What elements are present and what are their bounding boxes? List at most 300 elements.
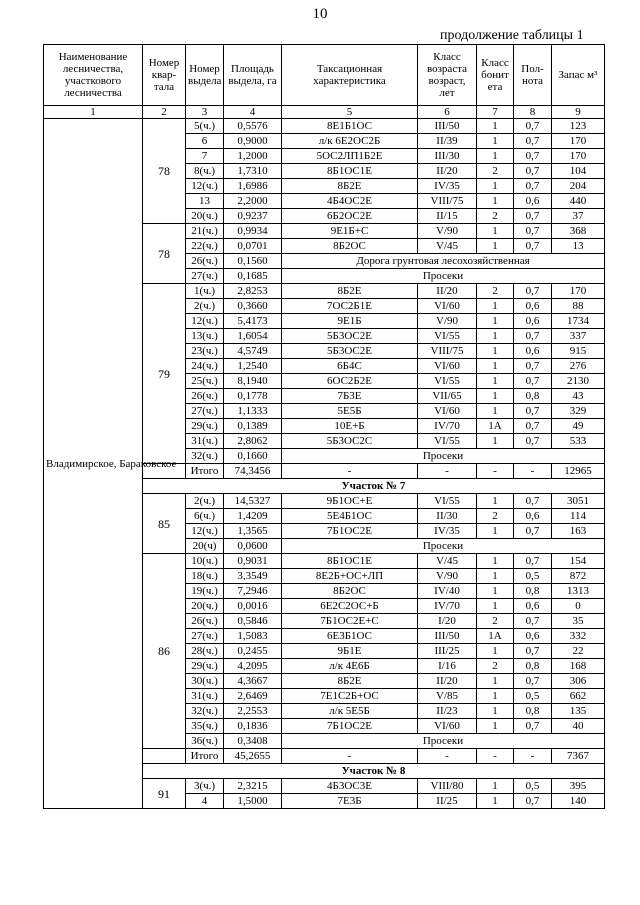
age-class-cell: V/45	[418, 554, 477, 569]
density-cell: 0,8	[514, 704, 552, 719]
taxation-cell: 5Б3ОС2С	[282, 434, 418, 449]
header-cell: Пол-нота	[514, 45, 552, 106]
area-cell: 0,2455	[224, 644, 282, 659]
age-class-cell: VII/65	[418, 389, 477, 404]
taxation-cell: 7Б3Е	[282, 389, 418, 404]
taxation-cell: 9Е1Б	[282, 314, 418, 329]
vydel-number: 27(ч.)	[186, 629, 224, 644]
header-cell: Таксационная характеристика	[282, 45, 418, 106]
column-number: 3	[186, 106, 224, 119]
stock-cell: 35	[552, 614, 605, 629]
forestry-name: Владимирское, Бараковское	[44, 119, 143, 809]
age-class-cell: VI/60	[418, 719, 477, 734]
vydel-number: 12(ч.)	[186, 314, 224, 329]
age-class-cell: III/50	[418, 629, 477, 644]
bonitet-cell: 1	[477, 194, 514, 209]
area-cell: 1,2000	[224, 149, 282, 164]
area-cell: 0,0701	[224, 239, 282, 254]
vydel-number: 6(ч.)	[186, 509, 224, 524]
vydel-number: 23(ч.)	[186, 344, 224, 359]
area-cell: 0,3408	[224, 734, 282, 749]
vydel-number: 18(ч.)	[186, 569, 224, 584]
column-number: 7	[477, 106, 514, 119]
density-cell: 0,5	[514, 689, 552, 704]
bonitet-cell: 1	[477, 674, 514, 689]
header-cell: Номер квар-тала	[143, 45, 186, 106]
vydel-number: 20(ч.)	[186, 599, 224, 614]
taxation-cell: 8Е1Б1ОС	[282, 119, 418, 134]
area-cell: 1,3565	[224, 524, 282, 539]
kvartal-number: 78	[143, 224, 186, 284]
stock-cell: 104	[552, 164, 605, 179]
category-label: Просеки	[282, 449, 605, 464]
vydel-number: 20(ч)	[186, 539, 224, 554]
vydel-number: 32(ч.)	[186, 449, 224, 464]
vydel-number: 29(ч.)	[186, 659, 224, 674]
area-cell: 2,6469	[224, 689, 282, 704]
category-label: Просеки	[282, 539, 605, 554]
age-class-cell: VI/55	[418, 434, 477, 449]
category-label: Просеки	[282, 734, 605, 749]
density-cell: 0,6	[514, 599, 552, 614]
section-title: Участок № 7	[143, 479, 605, 494]
vydel-number: 27(ч.)	[186, 269, 224, 284]
density-cell: 0,6	[514, 314, 552, 329]
taxation-cell: 4Б3ОС3Е	[282, 779, 418, 794]
bonitet-cell: 1	[477, 584, 514, 599]
kvartal-cell	[143, 749, 186, 764]
stock-cell: 1313	[552, 584, 605, 599]
bonitet-cell: 2	[477, 209, 514, 224]
vydel-number: 3(ч.)	[186, 779, 224, 794]
taxation-cell: 8Б1ОС1Е	[282, 554, 418, 569]
value-cell: -	[418, 749, 477, 764]
age-class-cell: V/90	[418, 314, 477, 329]
age-class-cell: II/25	[418, 794, 477, 809]
density-cell: 0,8	[514, 659, 552, 674]
taxation-cell: 5Б3ОС2Е	[282, 329, 418, 344]
header-cell: Номер выдела	[186, 45, 224, 106]
vydel-number: 10(ч.)	[186, 554, 224, 569]
area-cell: 0,0600	[224, 539, 282, 554]
vydel-number: 25(ч.)	[186, 374, 224, 389]
area-cell: 1,6054	[224, 329, 282, 344]
vydel-number: 31(ч.)	[186, 434, 224, 449]
area-cell: 1,4209	[224, 509, 282, 524]
bonitet-cell: 1	[477, 149, 514, 164]
bonitet-cell: 2	[477, 509, 514, 524]
bonitet-cell: 2	[477, 164, 514, 179]
age-class-cell: V/85	[418, 689, 477, 704]
taxation-cell: 5Е5Б	[282, 404, 418, 419]
density-cell: 0,7	[514, 524, 552, 539]
vydel-number: 7	[186, 149, 224, 164]
vydel-number: 22(ч.)	[186, 239, 224, 254]
density-cell: 0,7	[514, 224, 552, 239]
area-cell: 0,0016	[224, 599, 282, 614]
table-body	[44, 119, 605, 809]
stock-cell: 337	[552, 329, 605, 344]
bonitet-cell: 1	[477, 119, 514, 134]
age-class-cell: II/20	[418, 164, 477, 179]
vydel-number: 32(ч.)	[186, 704, 224, 719]
vydel-number: 12(ч.)	[186, 179, 224, 194]
area-cell: 2,2000	[224, 194, 282, 209]
vydel-number: 2(ч.)	[186, 299, 224, 314]
taxation-cell: 6Б4С	[282, 359, 418, 374]
taxation-cell: 7Б1ОС2Е	[282, 524, 418, 539]
bonitet-cell: 1	[477, 554, 514, 569]
area-cell: 1,6986	[224, 179, 282, 194]
density-cell: 0,7	[514, 119, 552, 134]
age-class-cell: VI/55	[418, 494, 477, 509]
density-cell: 0,8	[514, 584, 552, 599]
stock-cell: 123	[552, 119, 605, 134]
vydel-number: 35(ч.)	[186, 719, 224, 734]
vydel-number: 30(ч.)	[186, 674, 224, 689]
area-cell: 2,3215	[224, 779, 282, 794]
taxation-cell: 7ОС2Б1Е	[282, 299, 418, 314]
vydel-number: 12(ч.)	[186, 524, 224, 539]
age-class-cell: V/45	[418, 239, 477, 254]
density-cell: 0,7	[514, 434, 552, 449]
density-cell: 0,7	[514, 719, 552, 734]
stock-cell: 170	[552, 149, 605, 164]
area-cell: 1,7310	[224, 164, 282, 179]
bonitet-cell: 1А	[477, 629, 514, 644]
taxation-cell: 7Б1ОС2Е+С	[282, 614, 418, 629]
density-cell: 0,7	[514, 419, 552, 434]
area-cell: 1,1333	[224, 404, 282, 419]
stock-cell: 329	[552, 404, 605, 419]
stock-cell: 13	[552, 239, 605, 254]
vydel-number: 5(ч.)	[186, 119, 224, 134]
taxation-cell: л/к 6Е2ОС2Б	[282, 134, 418, 149]
density-cell: 0,7	[514, 164, 552, 179]
bonitet-cell: 1	[477, 644, 514, 659]
column-number: 8	[514, 106, 552, 119]
area-cell: 3,3549	[224, 569, 282, 584]
bonitet-cell: 1	[477, 134, 514, 149]
bonitet-cell: 1	[477, 389, 514, 404]
vydel-number: 1(ч.)	[186, 284, 224, 299]
density-cell: 0,6	[514, 629, 552, 644]
bonitet-cell: 1	[477, 689, 514, 704]
area-cell: 0,9934	[224, 224, 282, 239]
header-cell: Площадь выдела, га	[224, 45, 282, 106]
vydel-number: 21(ч.)	[186, 224, 224, 239]
vydel-number: 13	[186, 194, 224, 209]
stock-cell: 43	[552, 389, 605, 404]
value-cell: -	[477, 464, 514, 479]
stock-cell: 88	[552, 299, 605, 314]
vydel-number: 26(ч.)	[186, 254, 224, 269]
age-class-cell: VIII/75	[418, 194, 477, 209]
taxation-cell: 8Б2Е	[282, 284, 418, 299]
stock-cell: 332	[552, 629, 605, 644]
area-cell: 0,1836	[224, 719, 282, 734]
column-number: 5	[282, 106, 418, 119]
page-number: 10	[312, 6, 328, 22]
stock-cell: 140	[552, 794, 605, 809]
taxation-cell: 9Е1Б+С	[282, 224, 418, 239]
vydel-number: 31(ч.)	[186, 689, 224, 704]
stock-cell: 306	[552, 674, 605, 689]
density-cell: 0,7	[514, 644, 552, 659]
bonitet-cell: 1	[477, 224, 514, 239]
kvartal-number: 86	[143, 554, 186, 749]
bonitet-cell: 1	[477, 704, 514, 719]
value-cell: -	[418, 464, 477, 479]
density-cell: 0,7	[514, 404, 552, 419]
value-cell: 12965	[552, 464, 605, 479]
area-cell: 0,3660	[224, 299, 282, 314]
area-cell: 7,2946	[224, 584, 282, 599]
density-cell: 0,7	[514, 239, 552, 254]
taxation-cell: 9Б1ОС+Е	[282, 494, 418, 509]
area-cell: 8,1940	[224, 374, 282, 389]
area-cell: 4,3667	[224, 674, 282, 689]
bonitet-cell: 1	[477, 779, 514, 794]
area-cell: 2,8253	[224, 284, 282, 299]
stock-cell: 49	[552, 419, 605, 434]
section-title: Участок № 8	[143, 764, 605, 779]
stock-cell: 135	[552, 704, 605, 719]
area-cell: 0,9237	[224, 209, 282, 224]
vydel-number: 29(ч.)	[186, 419, 224, 434]
age-class-cell: VIII/75	[418, 344, 477, 359]
stock-cell: 3051	[552, 494, 605, 509]
category-label: Просеки	[282, 269, 605, 284]
stock-cell: 154	[552, 554, 605, 569]
bonitet-cell: 1	[477, 299, 514, 314]
area-cell: 0,5576	[224, 119, 282, 134]
taxation-cell: 5ОС2ЛП1Б2Е	[282, 149, 418, 164]
taxation-cell: 7Е1С2Б+ОС	[282, 689, 418, 704]
area-cell: 1,2540	[224, 359, 282, 374]
bonitet-cell: 1	[477, 719, 514, 734]
table-row	[44, 119, 605, 134]
age-class-cell: VI/55	[418, 374, 477, 389]
forest-inventory-table	[43, 44, 605, 809]
area-cell: 0,1685	[224, 269, 282, 284]
area-cell: 45,2655	[224, 749, 282, 764]
value-cell: -	[514, 464, 552, 479]
age-class-cell: II/39	[418, 134, 477, 149]
taxation-cell: 7Е3Б	[282, 794, 418, 809]
age-class-cell: II/20	[418, 674, 477, 689]
age-class-cell: III/30	[418, 149, 477, 164]
taxation-cell: 6Б2ОС2Е	[282, 209, 418, 224]
vydel-number: 13(ч.)	[186, 329, 224, 344]
taxation-cell: 8Е2Б+ОС+ЛП	[282, 569, 418, 584]
vydel-number: 4	[186, 794, 224, 809]
stock-cell: 368	[552, 224, 605, 239]
taxation-cell: 5Б3ОС2Е	[282, 344, 418, 359]
density-cell: 0,5	[514, 779, 552, 794]
density-cell: 0,7	[514, 284, 552, 299]
taxation-cell: 6Е2С2ОС+Б	[282, 599, 418, 614]
density-cell: 0,7	[514, 794, 552, 809]
stock-cell: 0	[552, 599, 605, 614]
kvartal-number: 91	[143, 779, 186, 809]
density-cell: 0,7	[514, 494, 552, 509]
age-class-cell: VI/60	[418, 359, 477, 374]
age-class-cell: IV/70	[418, 419, 477, 434]
kvartal-number: 85	[143, 494, 186, 554]
header-row	[44, 45, 605, 106]
area-cell: 1,5000	[224, 794, 282, 809]
density-cell: 0,8	[514, 389, 552, 404]
value-cell: -	[514, 749, 552, 764]
bonitet-cell: 1	[477, 359, 514, 374]
area-cell: 0,9031	[224, 554, 282, 569]
age-class-cell: I/16	[418, 659, 477, 674]
area-cell: 5,4173	[224, 314, 282, 329]
density-cell: 0,6	[514, 509, 552, 524]
vydel-number: 27(ч.)	[186, 404, 224, 419]
taxation-cell: 6ОС2Б2Е	[282, 374, 418, 389]
bonitet-cell: 1	[477, 314, 514, 329]
taxation-cell: 4Б4ОС2Е	[282, 194, 418, 209]
stock-cell: 2130	[552, 374, 605, 389]
area-cell: 0,5846	[224, 614, 282, 629]
age-class-cell: III/50	[418, 119, 477, 134]
density-cell: 0,7	[514, 209, 552, 224]
density-cell: 0,7	[514, 554, 552, 569]
vydel-number: 2(ч.)	[186, 494, 224, 509]
age-class-cell: V/90	[418, 569, 477, 584]
bonitet-cell: 1	[477, 524, 514, 539]
header-cell: Запас м³	[552, 45, 605, 106]
area-cell: 0,1560	[224, 254, 282, 269]
stock-cell: 915	[552, 344, 605, 359]
stock-cell: 204	[552, 179, 605, 194]
age-class-cell: IV/35	[418, 179, 477, 194]
age-class-cell: I/20	[418, 614, 477, 629]
density-cell: 0,7	[514, 134, 552, 149]
taxation-cell: 6Е3Б1ОС	[282, 629, 418, 644]
bonitet-cell: 2	[477, 614, 514, 629]
bonitet-cell: 1	[477, 179, 514, 194]
age-class-cell: VIII/80	[418, 779, 477, 794]
bonitet-cell: 1	[477, 494, 514, 509]
area-cell: 0,1389	[224, 419, 282, 434]
bonitet-cell: 1	[477, 404, 514, 419]
stock-cell: 163	[552, 524, 605, 539]
stock-cell: 662	[552, 689, 605, 704]
bonitet-cell: 1	[477, 374, 514, 389]
stock-cell: 1734	[552, 314, 605, 329]
area-cell: 4,2095	[224, 659, 282, 674]
vydel-number: 26(ч.)	[186, 614, 224, 629]
vydel-number: 8(ч.)	[186, 164, 224, 179]
category-label: Дорога грунтовая лесохозяйственная	[282, 254, 605, 269]
bonitet-cell: 1	[477, 599, 514, 614]
area-cell: 0,9000	[224, 134, 282, 149]
age-class-cell: II/23	[418, 704, 477, 719]
column-number: 6	[418, 106, 477, 119]
age-class-cell: IV/40	[418, 584, 477, 599]
header-cell: Класс бонит ета	[477, 45, 514, 106]
density-cell: 0,7	[514, 329, 552, 344]
taxation-cell: 8Б2Е	[282, 674, 418, 689]
age-class-cell: VI/60	[418, 299, 477, 314]
stock-cell: 170	[552, 134, 605, 149]
stock-cell: 40	[552, 719, 605, 734]
bonitet-cell: 2	[477, 284, 514, 299]
taxation-cell: 10Е+Б	[282, 419, 418, 434]
stock-cell: 276	[552, 359, 605, 374]
age-class-cell: II/15	[418, 209, 477, 224]
column-number-row	[44, 106, 605, 119]
bonitet-cell: 1	[477, 344, 514, 359]
bonitet-cell: 1	[477, 794, 514, 809]
stock-cell: 168	[552, 659, 605, 674]
age-class-cell: IV/35	[418, 524, 477, 539]
taxation-cell: л/к 5Е5Б	[282, 704, 418, 719]
column-number: 1	[44, 106, 143, 119]
vydel-number: 36(ч.)	[186, 734, 224, 749]
density-cell: 0,5	[514, 569, 552, 584]
density-cell: 0,7	[514, 374, 552, 389]
stock-cell: 440	[552, 194, 605, 209]
density-cell: 0,7	[514, 179, 552, 194]
kvartal-number: 79	[143, 284, 186, 464]
age-class-cell: V/90	[418, 224, 477, 239]
bonitet-cell: 1А	[477, 419, 514, 434]
stock-cell: 37	[552, 209, 605, 224]
bonitet-cell: 1	[477, 239, 514, 254]
value-cell: -	[282, 464, 418, 479]
column-number: 2	[143, 106, 186, 119]
vydel-number: 24(ч.)	[186, 359, 224, 374]
total-label: Итого	[186, 464, 224, 479]
value-cell: 7367	[552, 749, 605, 764]
stock-cell: 395	[552, 779, 605, 794]
taxation-cell: 7Б1ОС2Е	[282, 719, 418, 734]
taxation-cell: 8Б2ОС	[282, 584, 418, 599]
area-cell: 74,3456	[224, 464, 282, 479]
vydel-number: 20(ч.)	[186, 209, 224, 224]
vydel-number: 26(ч.)	[186, 389, 224, 404]
header-cell: Наименование лесничества, участкового лесничества	[44, 45, 143, 106]
age-class-cell: VI/55	[418, 329, 477, 344]
bonitet-cell: 1	[477, 434, 514, 449]
area-cell: 2,8062	[224, 434, 282, 449]
age-class-cell: VI/60	[418, 404, 477, 419]
vydel-number: 19(ч.)	[186, 584, 224, 599]
area-cell: 0,1660	[224, 449, 282, 464]
value-cell: -	[282, 749, 418, 764]
stock-cell: 114	[552, 509, 605, 524]
area-cell: 1,5083	[224, 629, 282, 644]
age-class-cell: II/30	[418, 509, 477, 524]
taxation-cell: л/к 4Е6Б	[282, 659, 418, 674]
stock-cell: 170	[552, 284, 605, 299]
taxation-cell: 9Б1Е	[282, 644, 418, 659]
density-cell: 0,7	[514, 614, 552, 629]
taxation-cell: 8Б2ОС	[282, 239, 418, 254]
area-cell: 2,2553	[224, 704, 282, 719]
taxation-cell: 8Б2Е	[282, 179, 418, 194]
kvartal-number: 78	[143, 119, 186, 224]
density-cell: 0,6	[514, 299, 552, 314]
column-number: 9	[552, 106, 605, 119]
stock-cell: 533	[552, 434, 605, 449]
column-number: 4	[224, 106, 282, 119]
bonitet-cell: 1	[477, 569, 514, 584]
